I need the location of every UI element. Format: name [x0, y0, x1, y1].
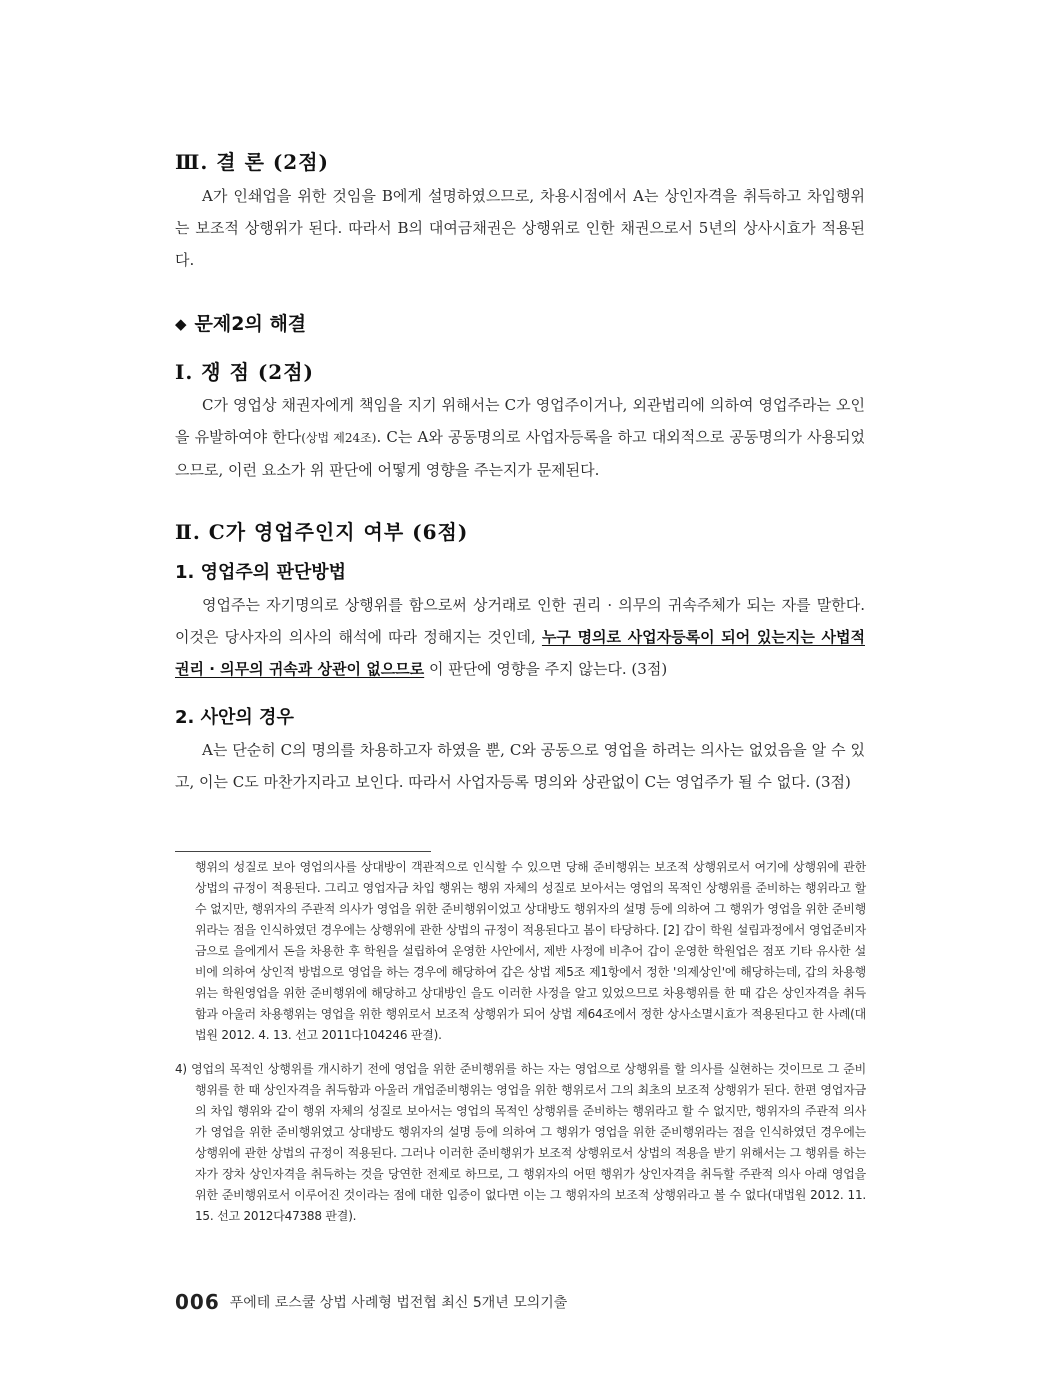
footnote-4: 4) 영업의 목적인 상행위를 개시하기 전에 영업을 위한 준비행위를 하는 자는 영업으로 상행위를 할 의사를 실현하는 것이므로 그 준비행위를 한 때 상인자격을 취득함과 아울러 개업준비행위는 영업을 위한 행위로서 그의 최초의 보조적 상행위가 된다. 한편 영업자금의 차입 행위와 같이 행위 자체의 성질로 보아서는 영업의 목적인 상행위를 준비하는 행위라고 할 수 없지만, 행위자의 주관적 의사가 영업을 위한 준비행위였고 상대방도 행위자의 설명 등에 의하여 그 행위가 영업을 위한 준비행위라는 점을 인식하였던 경우에는 상행위에 관한 상법의 규정이 적용된다. 그러나 이러한 준비행위가 보조적 상행위로서 상법의 적용을 받기 위해서는 그 행위를 하는 자가 장차 상인자격을 취득하는 것을 당연한 전제로 하므로, 그 행위자의 어떤 행위가 상인자격을 취득할 주관적 의사 아래 영업을 위한 준비행위로서 이루어진 것이라는 점에 대한 입증이 없다면 이는 그 행위자의 보조적 상행위라고 볼 수 없다(대법원 2012. 11. 15. 선고 2012다47388 판결). [175, 1062, 866, 1223]
issue-text-b: . C는 A와 공동명의로 사업자등록을 하고 대외적으로 공동명의가 사용되었으므로, 이런 요소가 위 판단에 어떻게 영향을 주는지가 문제된다. [175, 428, 865, 479]
page-footer [175, 1290, 567, 1314]
method-heading: 1. 영업주의 판단방법 [175, 562, 346, 583]
diamond-bullet-icon: ◆ [175, 315, 187, 333]
issue-paragraph [175, 389, 865, 486]
method-section [175, 589, 865, 685]
method-paragraph [175, 589, 865, 685]
problem2-heading [175, 309, 865, 336]
book-title: 푸에테 로스쿨 상법 사례형 법전협 최신 5개년 모의기출 [229, 1295, 568, 1311]
footnote-4-block [175, 1059, 866, 1227]
conclusion-heading: Ⅲ. 결 론 (2점) [175, 150, 330, 174]
owner-heading: Ⅱ. C가 영업주인지 여부 (6점) [175, 520, 469, 544]
footnote-divider [175, 851, 431, 852]
issue-heading: Ⅰ. 쟁 점 (2점) [175, 360, 315, 384]
case-section [175, 734, 865, 798]
method-text-a: 영업주는 자기명의로 상행위를 함으로써 상거래로 인한 권리 · 의무의 귀속주체가 되는 자를 말한다. 이것은 당사자의 의사의 해석에 따라 정해지는 것인데, [175, 596, 865, 646]
case-paragraph: A는 단순히 C의 명의를 차용하고자 하였을 뿐, C와 공동으로 영업을 하려는 의사는 없었음을 알 수 있고, 이는 C도 마찬가지라고 보인다. 따라서 사업자등록 명의와 상관없이 C는 영업주가 될 수 없다. (3점) [175, 741, 865, 791]
problem2-heading-text: 문제2의 해결 [194, 313, 307, 335]
footnote-continued-block [195, 857, 866, 1046]
page-number: 006 [175, 1290, 220, 1314]
method-text-b: 이 판단에 영향을 주지 않는다. (3점) [424, 660, 668, 678]
issue-section [175, 389, 865, 486]
footnote-continued: 행위의 성질로 보아 영업의사를 상대방이 객관적으로 인식할 수 있으면 당해 준비행위는 보조적 상행위로서 여기에 상행위에 관한 상법의 규정이 적용된다. 그리고 영업자금 차입 행위는 행위 자체의 성질로 보아서는 영업의 목적인 상행위를 준비하는 행위라고 할 수 없지만, 행위자의 주관적 의사가 영업을 위한 준비행위이었고 상대방도 행위자의 설명 등에 의하여 그 행위가 영업을 위한 준비행위라는 점을 인식하였던 경우에는 상행위에 관한 상법의 규정이 적용된다고 봄이 타당하다. [2] 갑이 학원 설립과정에서 영업준비자금으로 을에게서 돈을 차용한 후 학원을 설립하여 운영한 사안에서, 제반 사정에 비추어 갑이 운영한 학원업은 점포 기타 유사한 설비에 의하여 상인적 방법으로 영업을 하는 경우에 해당하여 갑은 상법 제5조 제1항에서 정한 '의제상인'에 해당하는데, 갑의 차용행위는 학원영업을 위한 준비행위에 해당하고 상대방인 을도 이러한 사정을 알고 있었으므로 차용행위를 한 때 갑은 상인자격을 취득함과 아울러 차용행위는 영업을 위한 행위로서 보조적 상행위가 되어 상법 제64조에서 정한 상사소멸시효가 적용된다고 한 사례(대법원 2012. 4. 13. 선고 2011다104246 판결). [195, 860, 866, 1042]
conclusion-section [175, 180, 865, 276]
conclusion-paragraph: A가 인쇄업을 위한 것임을 B에게 설명하였으므로, 차용시점에서 A는 상인자격을 취득하고 차입행위는 보조적 상행위가 된다. 따라서 B의 대여금채권은 상행위로 인한 채권으로서 5년의 상사시효가 적용된다. [175, 187, 865, 269]
issue-text-a: C가 영업상 채권자에게 책임을 지기 위해서는 C가 영업주이거나, 외관법리에 의하여 영업주라는 오인을 유발하여야 한다 [175, 396, 865, 446]
issue-citation: (상법 제24조) [301, 431, 377, 445]
method-emphasis: 누구 명의로 사업자등록이 되어 있는지는 사법적 권리 · 의무의 귀속과 상관이 없으므로 [175, 628, 865, 678]
case-heading: 2. 사안의 경우 [175, 707, 294, 728]
